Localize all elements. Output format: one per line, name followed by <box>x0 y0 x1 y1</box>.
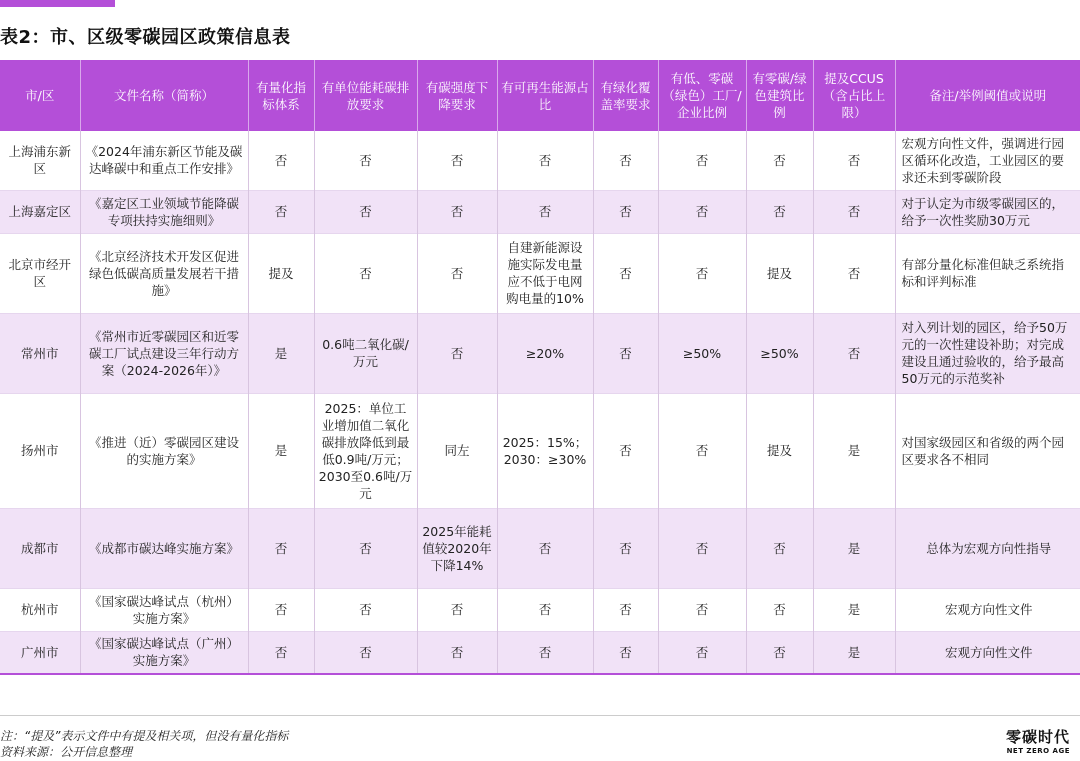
intensity-cell: 否 <box>417 588 497 631</box>
remark-cell: 宏观方向性文件，强调进行园区循环化改造，工业园区的要求还未到零碳阶段 <box>895 131 1080 190</box>
column-header: 提及CCUS（含占比上限） <box>813 60 895 131</box>
brand-name-en: NET ZERO AGE <box>1006 747 1070 755</box>
factory-cell: 否 <box>658 508 746 588</box>
region-cell: 成都市 <box>0 508 80 588</box>
unit-energy-cell: 否 <box>314 190 417 233</box>
renewable-cell: 自建新能源设施实际发电量应不低于电网购电量的10% <box>497 233 593 313</box>
table-row <box>0 313 1080 393</box>
intensity-cell: 否 <box>417 131 497 190</box>
remark-cell: 宏观方向性文件 <box>895 631 1080 674</box>
ccus-cell: 是 <box>813 393 895 508</box>
column-header: 有零碳/绿色建筑比例 <box>746 60 813 131</box>
region-cell: 北京市经开区 <box>0 233 80 313</box>
file-cell: 《嘉定区工业领域节能降碳专项扶持实施细则》 <box>80 190 248 233</box>
quant-cell: 否 <box>248 631 314 674</box>
unit-energy-cell: 2025：单位工业增加值二氧化碳排放降低到最低0.9吨/万元；2030至0.6吨/万元 <box>314 393 417 508</box>
policy-table <box>0 60 1080 675</box>
factory-cell: 否 <box>658 393 746 508</box>
greening-cell: 否 <box>593 313 658 393</box>
column-header: 市/区 <box>0 60 80 131</box>
greening-cell: 否 <box>593 190 658 233</box>
quant-cell: 否 <box>248 508 314 588</box>
renewable-cell: 否 <box>497 631 593 674</box>
greening-cell: 否 <box>593 588 658 631</box>
region-cell: 杭州市 <box>0 588 80 631</box>
factory-cell: 否 <box>658 631 746 674</box>
remark-cell: 对于认定为市级零碳园区的，给予一次性奖励30万元 <box>895 190 1080 233</box>
region-cell: 扬州市 <box>0 393 80 508</box>
column-header: 备注/举例阈值或说明 <box>895 60 1080 131</box>
column-header: 文件名称（简称） <box>80 60 248 131</box>
factory-cell: ≥50% <box>658 313 746 393</box>
greening-cell: 否 <box>593 631 658 674</box>
building-cell: 否 <box>746 588 813 631</box>
file-cell: 《2024年浦东新区节能及碳达峰碳中和重点工作安排》 <box>80 131 248 190</box>
column-header: 有量化指标体系 <box>248 60 314 131</box>
building-cell: 提及 <box>746 393 813 508</box>
factory-cell: 否 <box>658 588 746 631</box>
renewable-cell: 否 <box>497 508 593 588</box>
ccus-cell: 否 <box>813 131 895 190</box>
intensity-cell: 2025年能耗值较2020年下降14% <box>417 508 497 588</box>
factory-cell: 否 <box>658 190 746 233</box>
ccus-cell: 是 <box>813 631 895 674</box>
quant-cell: 否 <box>248 131 314 190</box>
greening-cell: 否 <box>593 233 658 313</box>
greening-cell: 否 <box>593 131 658 190</box>
building-cell: ≥50% <box>746 313 813 393</box>
quant-cell: 否 <box>248 588 314 631</box>
table-row <box>0 631 1080 674</box>
building-cell: 否 <box>746 131 813 190</box>
unit-energy-cell: 否 <box>314 588 417 631</box>
unit-energy-cell: 否 <box>314 233 417 313</box>
ccus-cell: 否 <box>813 190 895 233</box>
building-cell: 提及 <box>746 233 813 313</box>
renewable-cell: 否 <box>497 588 593 631</box>
column-header: 有低、零碳（绿色）工厂/企业比例 <box>658 60 746 131</box>
remark-cell: 总体为宏观方向性指导 <box>895 508 1080 588</box>
table-header-row <box>0 60 1080 131</box>
unit-energy-cell: 0.6吨二氧化碳/万元 <box>314 313 417 393</box>
table-row <box>0 588 1080 631</box>
quant-cell: 否 <box>248 190 314 233</box>
table-row <box>0 190 1080 233</box>
intensity-cell: 否 <box>417 631 497 674</box>
renewable-cell: ≥20% <box>497 313 593 393</box>
page-title: 表2：市、区级零碳园区政策信息表 <box>0 27 291 48</box>
table-row <box>0 393 1080 508</box>
remark-cell: 对入列计划的园区，给予50万元的一次性建设补助；对完成建设且通过验收的，给予最高50万元的示范奖补 <box>895 313 1080 393</box>
column-header: 有碳强度下降要求 <box>417 60 497 131</box>
greening-cell: 否 <box>593 508 658 588</box>
footer-divider <box>0 715 1080 716</box>
region-cell: 广州市 <box>0 631 80 674</box>
building-cell: 否 <box>746 631 813 674</box>
unit-energy-cell: 否 <box>314 508 417 588</box>
factory-cell: 否 <box>658 131 746 190</box>
ccus-cell: 否 <box>813 233 895 313</box>
intensity-cell: 同左 <box>417 393 497 508</box>
renewable-cell: 否 <box>497 190 593 233</box>
file-cell: 《成都市碳达峰实施方案》 <box>80 508 248 588</box>
brand-logo <box>1006 726 1070 755</box>
region-cell: 上海嘉定区 <box>0 190 80 233</box>
greening-cell: 否 <box>593 393 658 508</box>
intensity-cell: 否 <box>417 233 497 313</box>
ccus-cell: 是 <box>813 588 895 631</box>
quant-cell: 提及 <box>248 233 314 313</box>
ccus-cell: 是 <box>813 508 895 588</box>
table-row <box>0 508 1080 588</box>
file-cell: 《常州市近零碳园区和近零碳工厂试点建设三年行动方案（2024-2026年）》 <box>80 313 248 393</box>
file-cell: 《北京经济技术开发区促进绿色低碳高质量发展若干措施》 <box>80 233 248 313</box>
ccus-cell: 否 <box>813 313 895 393</box>
quant-cell: 是 <box>248 393 314 508</box>
region-cell: 上海浦东新区 <box>0 131 80 190</box>
renewable-cell: 2025：15%；2030：≥30% <box>497 393 593 508</box>
intensity-cell: 否 <box>417 190 497 233</box>
brand-name-cn: 零碳时代 <box>1005 728 1070 746</box>
file-cell: 《国家碳达峰试点（广州）实施方案》 <box>80 631 248 674</box>
remark-cell: 对国家级园区和省级的两个园区要求各不相同 <box>895 393 1080 508</box>
intensity-cell: 否 <box>417 313 497 393</box>
file-cell: 《推进（近）零碳园区建设的实施方案》 <box>80 393 248 508</box>
remark-cell: 宏观方向性文件 <box>895 588 1080 631</box>
table-row <box>0 131 1080 190</box>
renewable-cell: 否 <box>497 131 593 190</box>
quant-cell: 是 <box>248 313 314 393</box>
footnote: 注：“提及”表示文件中有提及相关项，但没有量化指标 <box>0 729 289 743</box>
table-row <box>0 233 1080 313</box>
building-cell: 否 <box>746 508 813 588</box>
region-cell: 常州市 <box>0 313 80 393</box>
unit-energy-cell: 否 <box>314 631 417 674</box>
accent-bar <box>0 0 115 7</box>
source-note: 资料来源：公开信息整理 <box>0 745 133 759</box>
unit-energy-cell: 否 <box>314 131 417 190</box>
remark-cell: 有部分量化标准但缺乏系统指标和评判标准 <box>895 233 1080 313</box>
factory-cell: 否 <box>658 233 746 313</box>
column-header: 有绿化覆盖率要求 <box>593 60 658 131</box>
column-header: 有可再生能源占比 <box>497 60 593 131</box>
column-header: 有单位能耗碳排放要求 <box>314 60 417 131</box>
building-cell: 否 <box>746 190 813 233</box>
file-cell: 《国家碳达峰试点（杭州）实施方案》 <box>80 588 248 631</box>
